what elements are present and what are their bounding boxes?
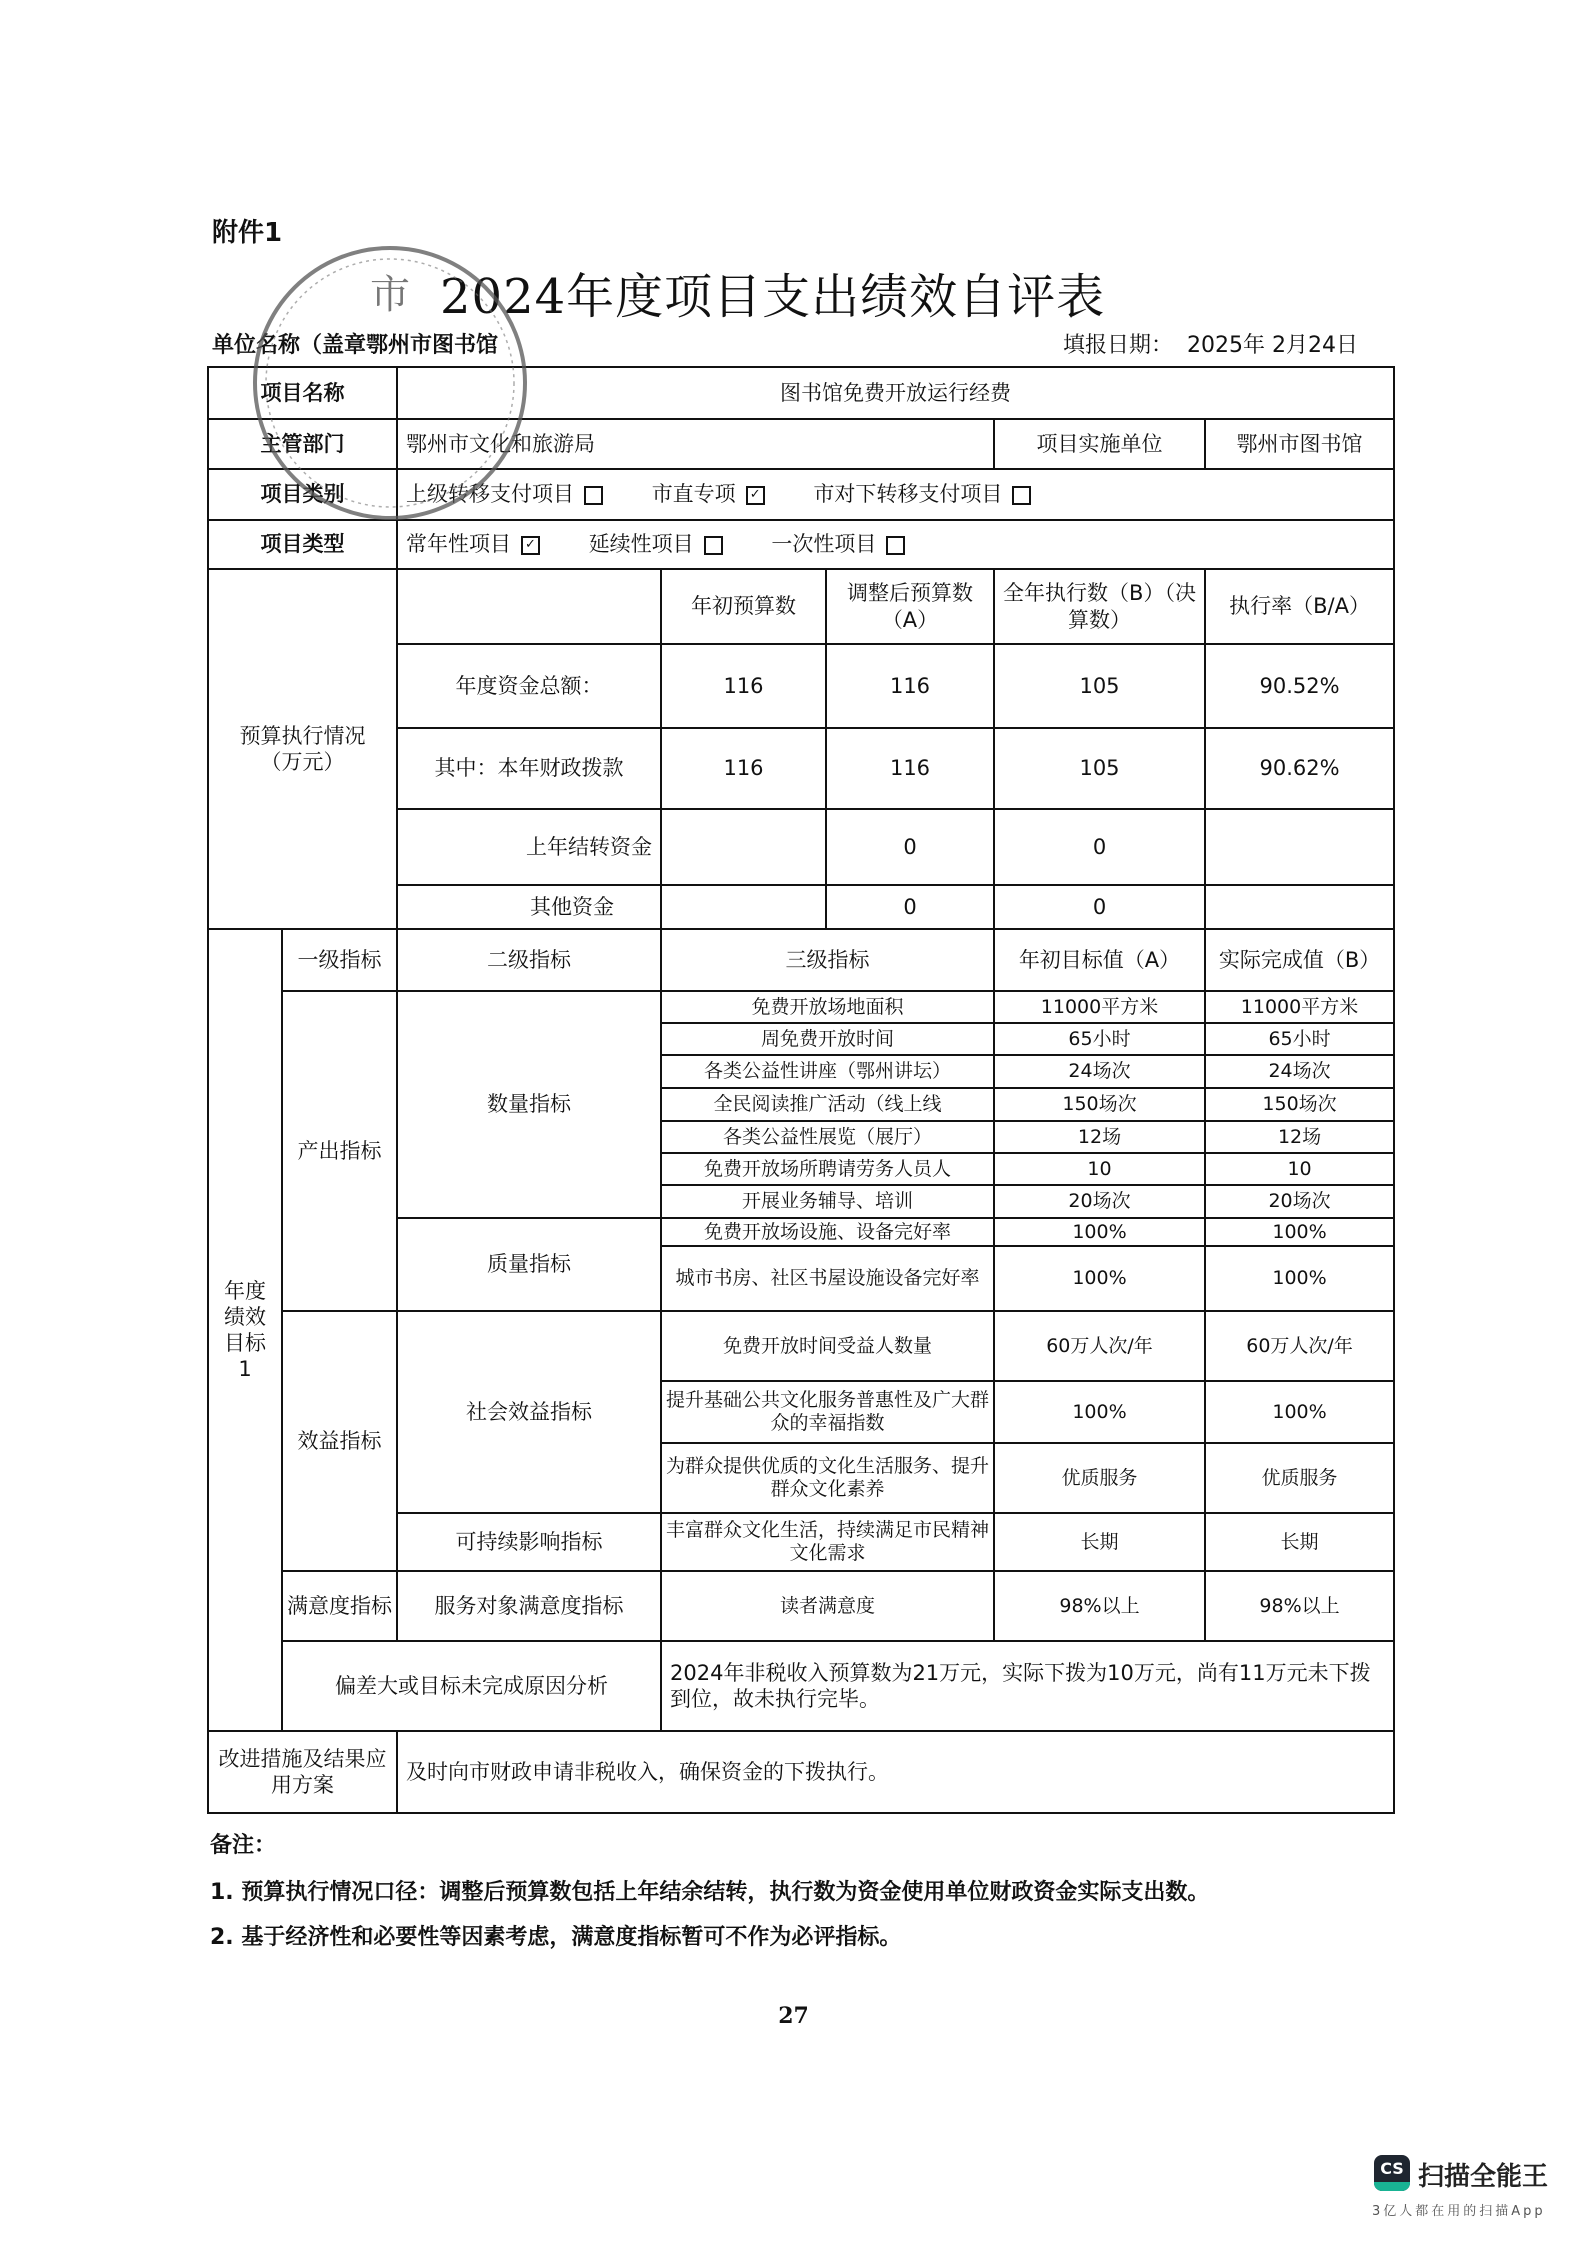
seal-text: 市 <box>370 272 410 318</box>
indicator-target: 11000平方米 <box>994 991 1205 1023</box>
row-dept <box>208 419 1394 469</box>
subgroup-sustainable: 可持续影响指标 <box>397 1513 661 1571</box>
improvement-row <box>208 1731 1394 1813</box>
indicator-section-label <box>208 929 282 1731</box>
improvement-text: 及时向市财政申请非税收入，确保资金的下拨执行。 <box>397 1731 1394 1813</box>
indicator-target: 长期 <box>994 1513 1205 1571</box>
budget-executed: 105 <box>994 644 1205 728</box>
indicator-name: 各类公益性讲座（鄂州讲坛） <box>661 1055 994 1088</box>
indicator-actual: 100% <box>1205 1218 1394 1246</box>
budget-adjusted: 0 <box>826 809 994 885</box>
indicator-name: 各类公益性展览（展厅） <box>661 1121 994 1153</box>
budget-adjusted: 0 <box>826 885 994 929</box>
type-option[interactable] <box>589 532 723 556</box>
budget-initial <box>661 885 826 929</box>
section-label-line: 年度 <box>224 1278 266 1303</box>
indicator-name: 读者满意度 <box>661 1571 994 1641</box>
category-label: 项目类别 <box>208 469 397 520</box>
deviation-label: 偏差大或目标未完成原因分析 <box>282 1641 661 1731</box>
dept-label: 主管部门 <box>208 419 397 469</box>
indicator-actual: 65小时 <box>1205 1023 1394 1055</box>
row-project-name <box>208 367 1394 419</box>
section-label-line: 1 <box>238 1357 252 1382</box>
page-title: 2024年度项目支出绩效自评表 <box>440 269 1106 325</box>
budget-row-label: 年度资金总额： <box>397 644 661 728</box>
type-options <box>397 520 1394 569</box>
option-label: 市直专项 <box>651 482 736 507</box>
indicator-actual: 10 <box>1205 1153 1394 1185</box>
indicator-actual: 长期 <box>1205 1513 1394 1571</box>
indicator-target: 60万人次/年 <box>994 1311 1205 1381</box>
dept-value: 鄂州市文化和旅游局 <box>397 419 994 469</box>
fill-date <box>1063 328 1358 359</box>
budget-rate <box>1205 885 1394 929</box>
budget-adjusted: 116 <box>826 728 994 809</box>
indicator-target: 98%以上 <box>994 1571 1205 1641</box>
col-initial: 年初预算数 <box>661 569 826 644</box>
budget-rate: 90.52% <box>1205 644 1394 728</box>
indicator-name: 为群众提供优质的文化生活服务、提升群众文化素养 <box>661 1443 994 1513</box>
logo-text: CS <box>1380 2159 1404 2178</box>
checkbox-checked[interactable]: ✓ <box>746 486 765 505</box>
indicator-name: 免费开放场设施、设备完好率 <box>661 1218 994 1246</box>
deviation-text: 2024年非税收入预算数为21万元，实际下拨为10万元，尚有11万元未下拨到位，故未执行完毕。 <box>661 1641 1394 1731</box>
row-category <box>208 469 1394 520</box>
indicator-target: 150场次 <box>994 1088 1205 1121</box>
fill-date-value: 2025年 2月24日 <box>1187 333 1358 358</box>
indicator-actual: 20场次 <box>1205 1185 1394 1218</box>
indicator-actual: 11000平方米 <box>1205 991 1394 1023</box>
budget-label-line1: 预算执行情况 <box>239 723 366 748</box>
indicator-actual: 100% <box>1205 1246 1394 1311</box>
group-benefit: 效益指标 <box>282 1311 397 1571</box>
checkbox-unchecked[interactable] <box>584 486 603 505</box>
impl-unit-value: 鄂州市图书馆 <box>1205 419 1394 469</box>
budget-row-label: 其他资金 <box>397 885 661 929</box>
indicator-target: 24场次 <box>994 1055 1205 1088</box>
checkbox-unchecked[interactable] <box>1012 486 1031 505</box>
group-output: 产出指标 <box>282 991 397 1311</box>
indicator-actual: 100% <box>1205 1381 1394 1443</box>
col-rate: 执行率（B/A） <box>1205 569 1394 644</box>
indicator-target: 优质服务 <box>994 1443 1205 1513</box>
page-number: 27 <box>778 2003 809 2029</box>
indicator-target: 12场 <box>994 1121 1205 1153</box>
indicator-name: 周免费开放时间 <box>661 1023 994 1055</box>
improvement-label: 改进措施及结果应用方案 <box>208 1731 397 1813</box>
indicator-actual: 优质服务 <box>1205 1443 1394 1513</box>
indicator-target: 65小时 <box>994 1023 1205 1055</box>
indicator-actual: 98%以上 <box>1205 1571 1394 1641</box>
notes-label: 备注： <box>210 1833 277 1858</box>
option-label: 常年性项目 <box>406 532 511 557</box>
budget-row-label: 上年结转资金 <box>397 809 661 885</box>
watermark-tagline: 3亿人都在用的扫描App <box>1372 2204 1546 2219</box>
indicator-row <box>208 991 1394 1023</box>
subgroup-service: 服务对象满意度指标 <box>397 1571 661 1641</box>
header-actual: 实际完成值（B） <box>1205 929 1394 991</box>
budget-executed: 0 <box>994 809 1205 885</box>
performance-table <box>207 366 1395 1814</box>
budget-header-row <box>208 569 1394 644</box>
category-option[interactable] <box>813 482 1031 506</box>
category-options <box>397 469 1394 520</box>
indicator-name: 丰富群众文化生活，持续满足市民精神文化需求 <box>661 1513 994 1571</box>
indicator-row <box>208 1571 1394 1641</box>
budget-rate <box>1205 809 1394 885</box>
type-option[interactable] <box>406 532 540 556</box>
indicator-target: 20场次 <box>994 1185 1205 1218</box>
indicator-actual: 24场次 <box>1205 1055 1394 1088</box>
option-label: 延续性项目 <box>588 532 694 557</box>
subgroup-quantity: 数量指标 <box>397 991 661 1218</box>
deviation-row <box>208 1641 1394 1731</box>
watermark-app-name: 扫描全能王 <box>1418 2162 1549 2192</box>
indicator-actual: 150场次 <box>1205 1088 1394 1121</box>
type-option[interactable] <box>771 532 905 556</box>
budget-header-blank <box>397 569 661 644</box>
indicator-target: 10 <box>994 1153 1205 1185</box>
subgroup-quality: 质量指标 <box>397 1218 661 1311</box>
logo-band <box>1374 2182 1410 2191</box>
budget-adjusted: 116 <box>826 644 994 728</box>
unit-name: 单位名称（盖章鄂州市图书馆 <box>212 333 499 358</box>
budget-row-label: 其中：本年财政拨款 <box>397 728 661 809</box>
indicator-actual: 12场 <box>1205 1121 1394 1153</box>
subgroup-social: 社会效益指标 <box>397 1311 661 1513</box>
project-name-label: 项目名称 <box>208 367 397 419</box>
impl-unit-label: 项目实施单位 <box>994 419 1205 469</box>
attachment-label: 附件1 <box>212 218 283 248</box>
header-level3: 三级指标 <box>661 929 994 991</box>
budget-label-line2: （万元） <box>260 750 345 774</box>
category-option[interactable] <box>652 482 765 506</box>
indicator-name: 开展业务辅导、培训 <box>661 1185 994 1218</box>
budget-section-label <box>208 569 397 929</box>
header-target: 年初目标值（A） <box>994 929 1205 991</box>
note-item: 1. 预算执行情况口径：调整后预算数包括上年结余结转，执行数为资金使用单位财政资金实际支出数。 <box>210 1880 1210 1905</box>
indicator-name: 全民阅读推广活动（线上线 <box>661 1088 994 1121</box>
option-label: 上级转移支付项目 <box>406 482 574 507</box>
budget-initial: 116 <box>661 728 826 809</box>
indicator-header-row <box>208 929 1394 991</box>
section-label-line: 绩效 <box>224 1304 266 1329</box>
camscanner-logo-icon <box>1374 2155 1410 2191</box>
checkbox-unchecked[interactable] <box>886 536 905 555</box>
option-label: 市对下转移支付项目 <box>813 482 1003 507</box>
indicator-target: 100% <box>994 1218 1205 1246</box>
col-executed: 全年执行数（B）（决算数） <box>994 569 1205 644</box>
budget-rate: 90.62% <box>1205 728 1394 809</box>
note-item: 2. 基于经济性和必要性等因素考虑，满意度指标暂可不作为必评指标。 <box>210 1925 902 1950</box>
indicator-name: 免费开放时间受益人数量 <box>661 1311 994 1381</box>
fill-date-label: 填报日期： <box>1063 333 1174 358</box>
indicator-target: 100% <box>994 1246 1205 1311</box>
indicator-name: 城市书房、社区书屋设施设备完好率 <box>661 1246 994 1311</box>
col-adjusted: 调整后预算数（A） <box>826 569 994 644</box>
header-level2: 二级指标 <box>397 929 661 991</box>
indicator-name: 提升基础公共文化服务普惠性及广大群众的幸福指数 <box>661 1381 994 1443</box>
indicator-name: 免费开放场地面积 <box>661 991 994 1023</box>
indicator-row <box>208 1311 1394 1381</box>
type-label: 项目类型 <box>208 520 397 569</box>
group-satisfaction: 满意度指标 <box>282 1571 397 1641</box>
checkbox-unchecked[interactable] <box>704 536 723 555</box>
section-label-line: 目标 <box>224 1331 266 1355</box>
budget-executed: 105 <box>994 728 1205 809</box>
checkbox-checked[interactable]: ✓ <box>521 536 540 555</box>
indicator-name: 免费开放场所聘请劳务人员人 <box>661 1153 994 1185</box>
header-level1: 一级指标 <box>282 929 397 991</box>
project-name-value: 图书馆免费开放运行经费 <box>397 367 1394 419</box>
budget-executed: 0 <box>994 885 1205 929</box>
option-label: 一次性项目 <box>771 532 877 557</box>
indicator-actual: 60万人次/年 <box>1205 1311 1394 1381</box>
category-option[interactable] <box>406 482 603 506</box>
budget-initial: 116 <box>661 644 826 728</box>
indicator-target: 100% <box>994 1381 1205 1443</box>
row-type <box>208 520 1394 569</box>
budget-initial <box>661 809 826 885</box>
